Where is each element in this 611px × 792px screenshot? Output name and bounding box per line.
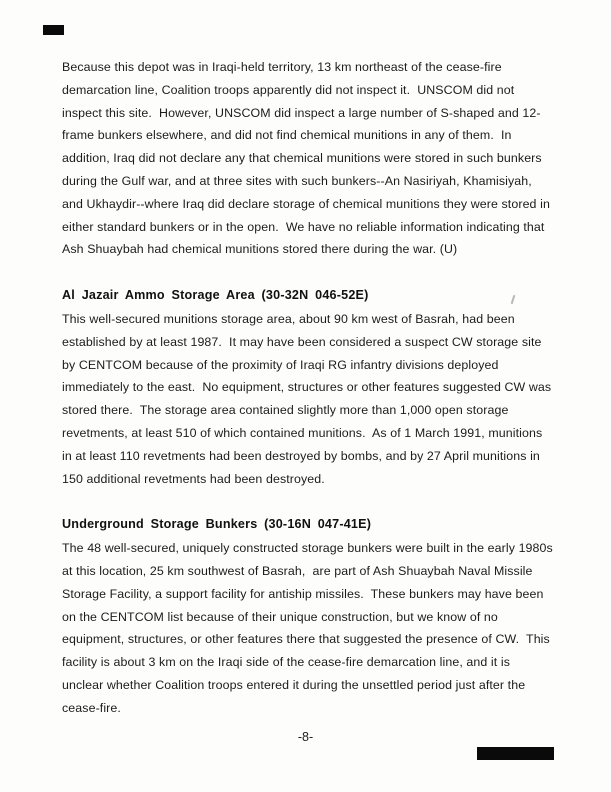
heading-al-jazair-ammo-storage-area: Al Jazair Ammo Storage Area (30-32N 046-52E) bbox=[62, 288, 369, 303]
paragraph-ash-shuaybah-depot: Because this depot was in Iraqi-held territory, 13 km northeast of the cease-fire demarcation line, Coalition troops apparently did not inspect it. UNSCOM did not inspect this site. However, UNSCOM did inspect a large number of S-shaped and 12-frame bunkers elsewhere, and did not find chemical munitions in any of them. In addition, Iraq did not declare any that chemical munitions were stored in such bunkers during the Gulf war, and at three sites with such bunkers--An Nasiriyah, Khamisiyah, and Ukhaydir--where Iraq did declare storage of chemical munitions they were stored in either standard bunkers or in the open. We have no reliable information indicating that Ash Shuaybah had chemical munitions stored there during the war. (U) bbox=[62, 60, 554, 257]
paragraph-al-jazair-ammo-storage-area: This well-secured munitions storage area, about 90 km west of Basrah, had been established by at least 1987. It may have been considered a suspect CW storage site by CENTCOM because of the proximity of Iraqi RG infantry divisions deployed immediately to the east. No equipment, structures or other features suggested CW was stored there. The storage area contained slightly more than 1,000 open storage revetments, at least 510 of which contained munitions. As of 1 March 1991, munitions in at least 110 revetments had been destroyed by bombs, and by 27 April munitions in 150 additional revetments had been destroyed. bbox=[62, 311, 555, 486]
redaction-mark-bottom-right bbox=[477, 747, 554, 760]
paragraph-underground-storage-bunkers: The 48 well-secured, uniquely constructed storage bunkers were built in the early 1980s at this location, 25 km southwest of Basrah, are part of Ash Shuaybah Naval Missile Storage Facility, a support facility for antiship missiles. These bunkers may have been on the CENTCOM list because of their unique construction, but we know of no equipment, structures, or other features there that suggested the presence of CW. This facility is about 3 km on the Iraqi side of the cease-fire demarcation line, and it is unclear whether Coalition troops entered it during the unsettled period just after the cease-fire. bbox=[62, 541, 557, 715]
redaction-mark-top-left bbox=[43, 25, 64, 35]
page-number: -8- bbox=[297, 730, 314, 744]
heading-underground-storage-bunkers: Underground Storage Bunkers (30-16N 047-41E) bbox=[62, 517, 372, 532]
document-body bbox=[62, 56, 557, 743]
